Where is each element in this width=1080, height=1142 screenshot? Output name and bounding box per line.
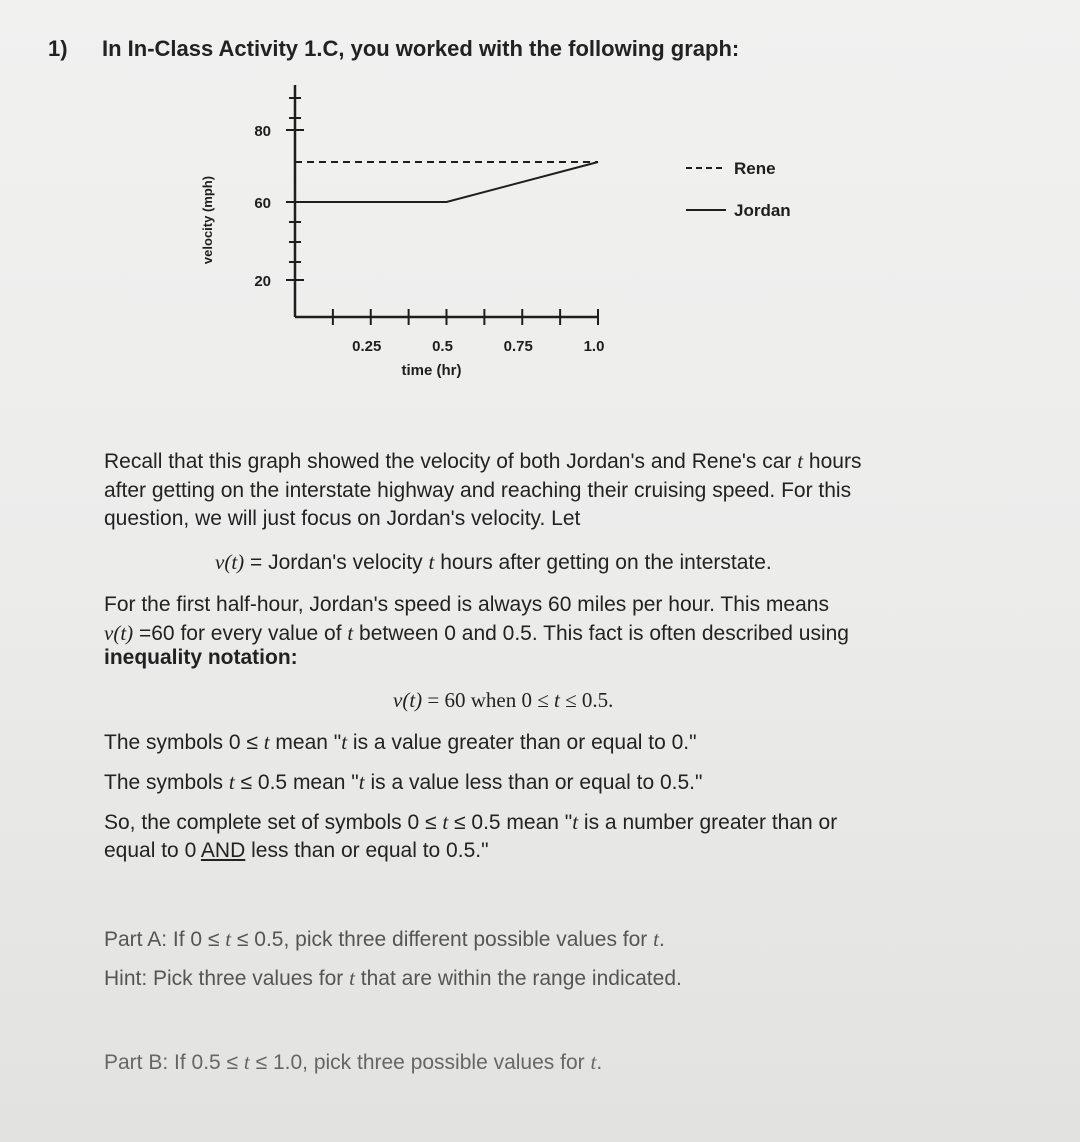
paragraph-line: v(t) =60 for every value of t between 0 and 0.5. This fact is often described using bbox=[104, 621, 849, 645]
symbol-explanation: The symbols 0 ≤ t mean "t is a value greater than or equal to 0." bbox=[104, 730, 697, 754]
question-title: In In-Class Activity 1.C, you worked with the following graph: bbox=[102, 36, 740, 61]
x-tick-label: 1.0 bbox=[583, 338, 605, 355]
series-line-jordan bbox=[295, 162, 598, 202]
legend-label: Rene bbox=[734, 159, 776, 178]
y-tick-label: 60 bbox=[254, 195, 271, 212]
inequality-notation-term: inequality notation: bbox=[104, 646, 298, 669]
x-tick-label: 0.5 bbox=[432, 338, 453, 355]
inequality-statement: v(t) = 60 when 0 ≤ t ≤ 0.5. bbox=[393, 688, 614, 712]
velocity-chart bbox=[190, 80, 830, 400]
legend-label: Jordan bbox=[734, 201, 791, 220]
symbol-explanation: So, the complete set of symbols 0 ≤ t ≤ 0.5 mean "t is a number greater than or bbox=[104, 810, 838, 834]
paragraph-line: question, we will just focus on Jordan's velocity. Let bbox=[104, 507, 581, 530]
paragraph-line: after getting on the interstate highway and reaching their cruising speed. For this bbox=[104, 479, 852, 502]
part-b-prompt: Part B: If 0.5 ≤ t ≤ 1.0, pick three possible values for t. bbox=[104, 1050, 603, 1074]
x-tick-label: 0.75 bbox=[503, 338, 533, 355]
x-axis-label: time (hr) bbox=[401, 362, 462, 379]
part-a-prompt: Part A: If 0 ≤ t ≤ 0.5, pick three different possible values for t. bbox=[104, 927, 665, 951]
y-tick-label: 80 bbox=[254, 123, 271, 140]
x-tick-label: 0.25 bbox=[352, 338, 382, 355]
y-tick-label: 20 bbox=[254, 273, 271, 290]
symbol-explanation: The symbols t ≤ 0.5 mean "t is a value less than or equal to 0.5." bbox=[104, 770, 703, 794]
paragraph-line: For the first half-hour, Jordan's speed is always 60 miles per hour. This means bbox=[104, 593, 829, 616]
definition-line: v(t) = Jordan's velocity t hours after getting on the interstate. bbox=[215, 550, 772, 574]
paragraph-line: Recall that this graph showed the velocity of both Jordan's and Rene's car t hours bbox=[104, 449, 862, 473]
y-axis-label: velocity (mph) bbox=[200, 175, 215, 265]
symbol-explanation: equal to 0 AND less than or equal to 0.5." bbox=[104, 839, 489, 862]
question-number: 1) bbox=[48, 36, 68, 61]
part-a-hint: Hint: Pick three values for t that are within the range indicated. bbox=[104, 966, 682, 990]
